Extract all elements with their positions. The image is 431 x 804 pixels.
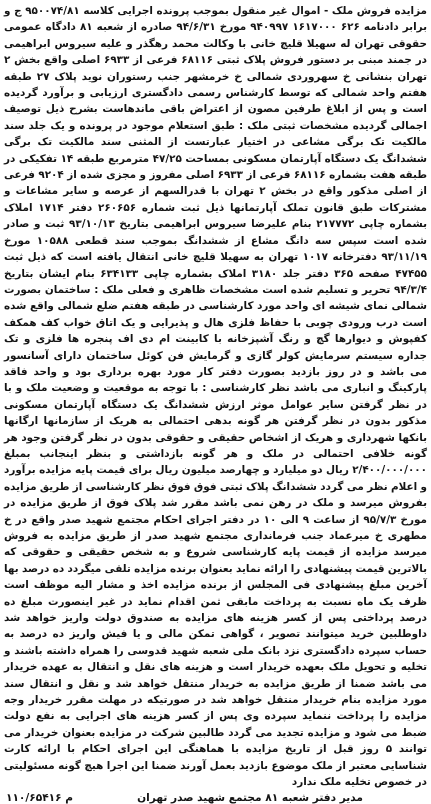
footer-signer: مدیر دفتر شعبه ۸۱ مجتمع شهید صدر تهران xyxy=(137,791,363,804)
notice-body: مزایده فروش ملک - اموال غیر منقول بموجب پرونده اجرایی کلاسه ۹۵۰۰۷۴/۸۱ ج و برابر دادنامه ۶۲۶ ۱۶۱۷۰۰۰ ۹۴۰۹۹۷ مورخ ۹۴/۶/۳۱ صادره از شعبه ۸۱ دادگاه عمومی حقوقی تهران له سهیلا قلیچ خانی با وکالت محمد رهگذر و علیه سیروس ابراهیمی در جمند مبنی بر دستور فروش پلاک ثبتی ۶۸۱۱۶ فرعی از ۶۹۳۳ اصلی واقع بخش ۲ تهران بنشانی خ سهروردی شمالی خ خرمشهر جنب رستوران نوید پلاک ۲۷ طبقه هفتم واحد شمالی که توسط کارشناس رسمی دادگستری ارزیابی و برآورد گردیده است و پس از ابلاغ طرفین مصون از اعتراض باقی ماندهاست بشرح ذیل توصیف اجمالی گردیده مشخصات ثبتی ملک : طبق استعلام موجود در پرونده و یک جلد سند مالکیت تک برگی مشاعی در اختیار عبارتست از المثنی سند مالکیت تک برگی ششدانگ یک دستگاه آپارتمان مسکونی بمساحت ۴۷/۲۵ مترمربع طبقه ۱۴ تفکیکی در طبقه هفت بشماره ۶۸۱۱۶ فرعی از ۶۹۳۳ اصلی مفروز و مجزی شده از ۹۲۰۴ فرعی از اصلی مذکور واقع در بخش ۲ تهران با قدرالسهم از عرصه و سایر مشاعات و مشترکات طبق قانون تملک آپارتمانها ذیل ثبت شماره ۲۶۰۶۵۶ دفتر ۱۷۱۴ املاک بشماره چاپی ۲۱۷۷۷۲ بنام علیرضا سیروس ابراهیمی بتاریخ ۹۳/۱۰/۱۳ ثبت و صادر شده است سپس سه دانگ مشاع از ششدانگ بموجب سند قطعی ۱۰۵۸۸ مورخ ۹۳/۱۱/۱۹ دفترخانه ۱۰۱۷ تهران به سهیلا قلیچ خانی انتقال یافته است که ذیل ثبت ۴۷۴۵۵ صفحه ۳۶۵ دفتر جلد ۳۱۸۰ املاک بشماره چاپی ۶۳۴۱۳۳ بنام ایشان بتاریخ ۹۴/۳/۴ تحریر و تسلیم شده است مشخصات ظاهری و فعلی ملک : ساختمان بصورت شمالی نمای شیشه ای واحد مورد کارشناسی در طبقه هفتم ضلع شمالی واقع شده است درب ورودی چوبی با حفاظ فلزی هال و پذیرایی و یک اتاق خواب کف همکف کفپوش و دیوارها گچ و رنگ آشپزخانه با کابینت ام دی اف پنجره ها فلزی و تک جداره سیستم سرمایش کولر گازی و گرمایش فن کوئل ساختمان دارای آسانسور می باشد و در روز بازدید بصورت دفتر کار مورد بهره برداری بود و واحد فاقد پارکینگ و انباری می باشد نظر کارشناسی : با توجه به موقعیت و وضعیت ملک و با در نظر گرفتن سایر عوامل موثر ارزش ششدانگ یک دستگاه آپارتمان مسکونی مذکور بدون در نظر گرفتن هر گونه بدهی احتمالی به هریک از سازمانها ارگانها بانکها شهرداری و هریک از اشخاص حقیقی و حقوقی بدون در نظر گرفتن وجود هر گونه خلافی احتمالی در ملک و هر گونه بازداشتی و بنظر اینجانب بمبلغ ۲/۴۰۰/۰۰۰/۰۰۰ ریال دو میلیارد و چهارصد میلیون ریال برای قیمت پایه مزایده برآورد و اعلام نظر می گردد ششدانگ پلاک ثبتی فوق فوق نظر کارشناسی از طریق مزایده بفروش میرسد و ملک در رهن نمی باشد مقرر شد پلاک فوق از طریق مزایده در مورخ ۹۵/۷/۳ از ساعت ۹ الی ۱۰ در دفتر اجرای احکام مجتمع شهید صدر واقع در خ مطهری خ میرعماد جنب فرمانداری مجتمع شهید صدر از طریق مزایده به فروش میرسد مزایده از قیمت پایه کارشناسی شروع و به شخص حقیقی و حقوقی که بالاترین قیمت پیشنهادی را ارائه نماید بعنوان برنده مزایده تلقی میگردد ده درصد بها آخرین مبلغ پیشنهادی فی المجلس از برنده مزایده اخذ و مشار الیه موظف است ظرف یک ماه نسبت به پرداخت مابقی ثمن اقدام نماید در غیر اینصورت مبلغ ده درصد پرداختی پس از کسر هزینه های مزایده به صندوق دولت واریز خواهد شد داوطلبین خرید میتوانند تصویر ، گواهی تمکن مالی و یا فیش واریز ده درصد به حساب سپرده دادگستری نزد بانک ملی شعبه شهید قدوسی را همراه داشته باشند و تخلیه و تحویل ملک بعهده خریدار است و هزینه های نقل و انتقال به عهده خریدار می باشد ضمنا از طریق مزایده به خریدار منتقل خواهد شد و نقل و انتقال سند مورد مزایده بنام خریدار منتقل خواهد شد در صورتیکه در مهلت مقرر خریدار وجه مزایده را پرداخت ننماید سپرده وی پس از کسر هزینه های اجرایی به نفع دولت ضبط می شود و مزایده تجدید می گردد طالبین شرکت در مزایده بعنوان خریدار می توانند ۵ روز قبل از تاریخ مزایده با هماهنگی این اجرای احکام با ارائه کارت شناسایی معتبر از ملک موضوع بازدید بعمل آورند ضمنا این اجرا هیچ گونه مسئولیتی در خصوص تخلیه ملک ندارد xyxy=(4,5,428,789)
notice-footer xyxy=(4,792,427,804)
footer-code: ۱۱۰/۶۵۴۱۶ م xyxy=(6,791,74,804)
